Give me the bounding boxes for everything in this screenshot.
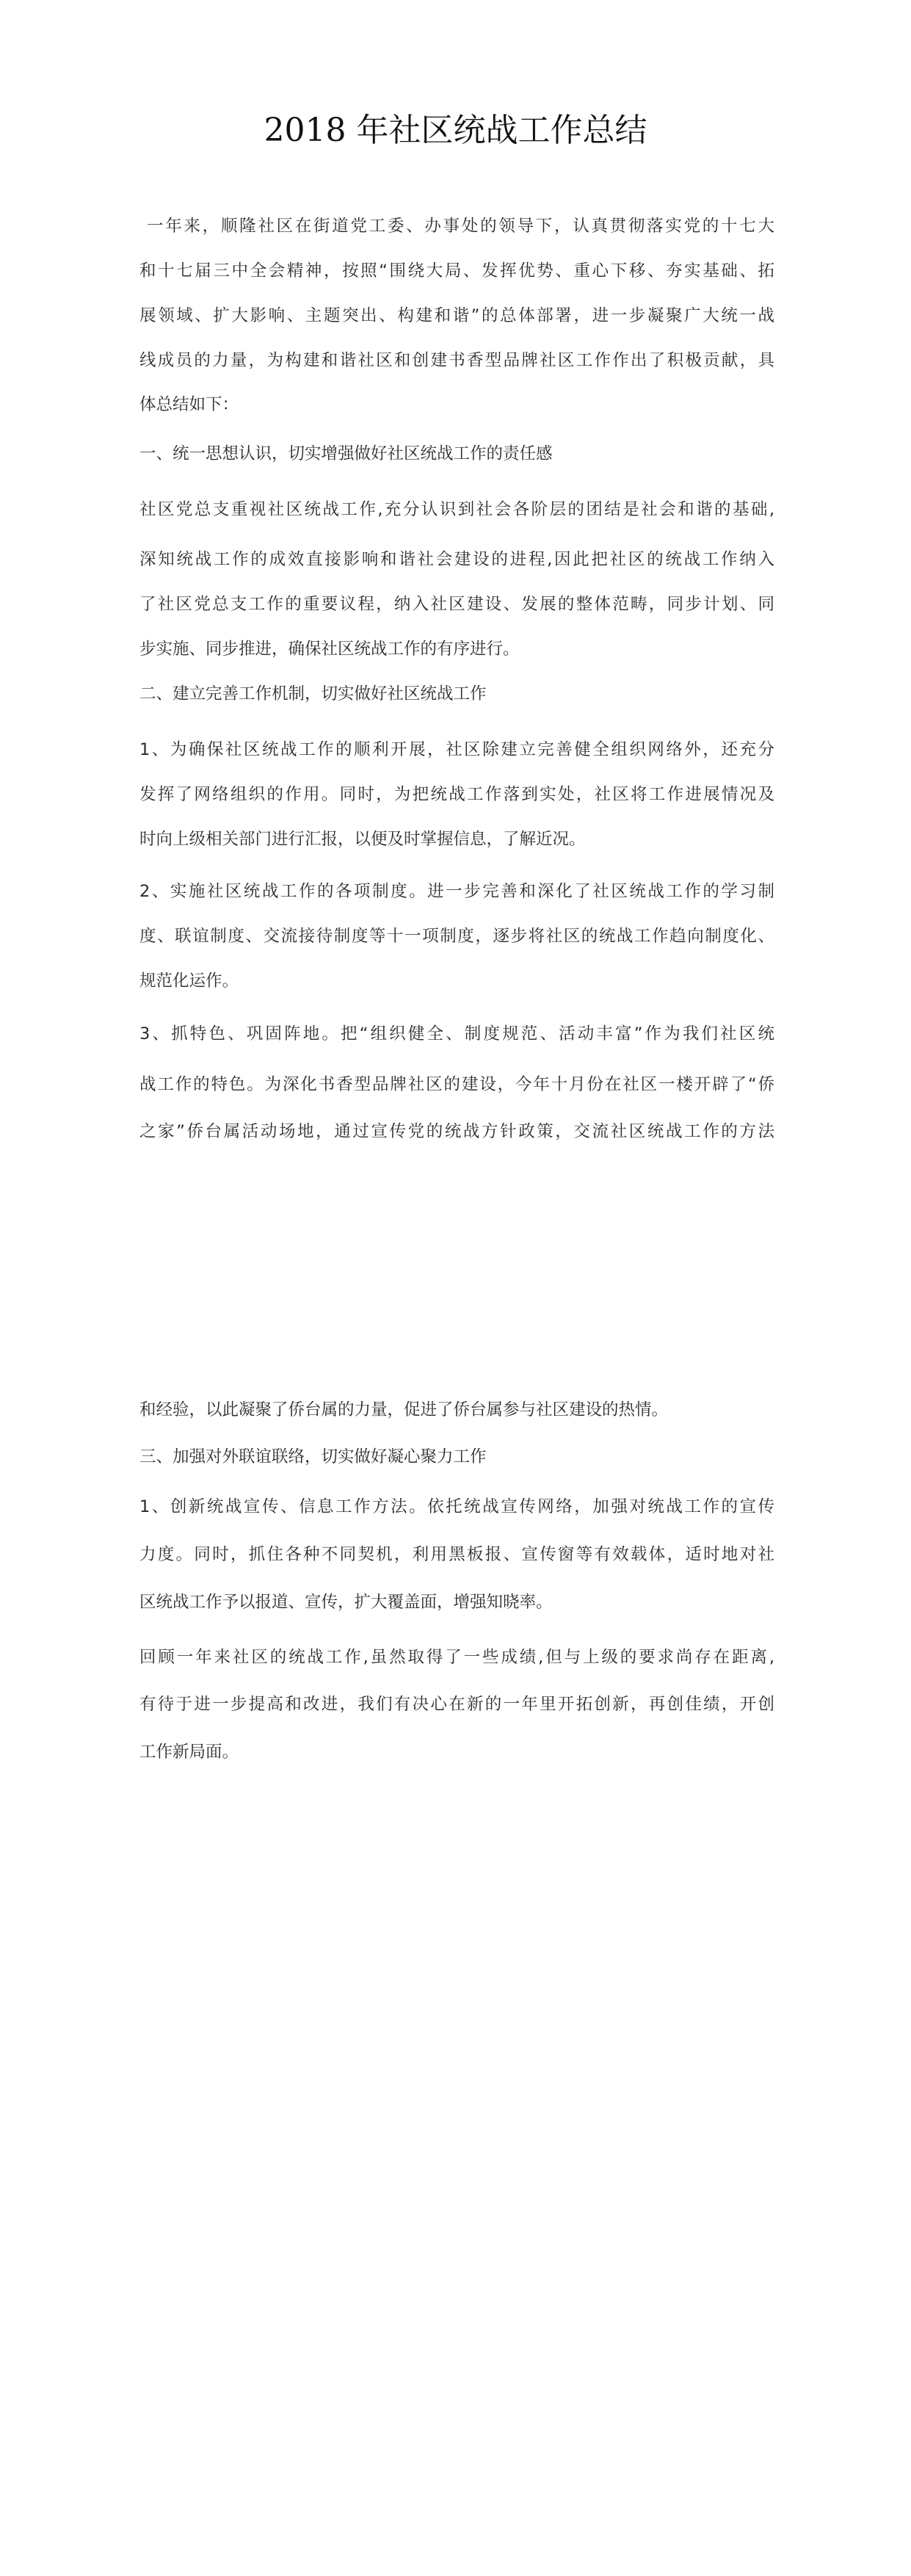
paragraph-line: 一年来，顺隆社区在街道党工委、办事处的领导下，认真贯彻落实党的十七大 [147,217,774,236]
paragraph-line: 力度。同时，抓住各种不同契机，利用黑板报、宣传窗等有效载体，适时地对社 [139,1545,774,1564]
paragraph-line: 之家”侨台属活动场地，通过宣传党的统战方针政策，交流社区统战工作的方法 [139,1122,774,1141]
paragraph-line: 3、抓特色、巩固阵地。把“组织健全、制度规范、活动丰富”作为我们社区统 [139,1024,774,1043]
paragraph-line: 和经验，以此凝聚了侨台属的力量，促进了侨台属参与社区建设的热情。 [139,1400,669,1419]
paragraph-line: 步实施、同步推进，确保社区统战工作的有序进行。 [139,640,520,659]
paragraph-line: 度、联谊制度、交流接待制度等十一项制度，逐步将社区的统战工作趋向制度化、 [139,927,774,946]
section-heading: 一、统一思想认识，切实增强做好社区统战工作的责任感 [139,444,553,463]
paragraph-line: 体总结如下： [139,395,239,414]
paragraph-line: 有待于进一步提高和改进，我们有决心在新的一年里开拓创新，再创佳绩，开创 [139,1695,774,1714]
paragraph-line: 1、为确保社区统战工作的顺利开展，社区除建立完善健全组织网络外，还充分 [139,740,774,759]
paragraph-line: 规范化运作。 [139,972,239,991]
paragraph-line: 战工作的特色。为深化书香型品牌社区的建设，今年十月份在社区一楼开辟了“侨 [139,1075,774,1094]
paragraph-line: 和十七届三中全会精神，按照“围绕大局、发挥优势、重心下移、夯实基础、拓 [139,261,774,281]
paragraph-line: 深知统战工作的成效直接影响和谐社会建设的进程,因此把社区的统战工作纳入 [139,550,774,569]
paragraph-line: 工作新局面。 [139,1743,239,1762]
paragraph-line: 了社区党总支工作的重要议程，纳入社区建设、发展的整体范畴，同步计划、同 [139,595,774,614]
section-heading: 二、建立完善工作机制，切实做好社区统战工作 [139,684,487,703]
paragraph-line: 时向上级相关部门进行汇报，以便及时掌握信息，了解近况。 [139,830,586,849]
paragraph-line: 线成员的力量，为构建和谐社区和创建书香型品牌社区工作作出了积极贡献，具 [139,351,774,370]
paragraph-line: 区统战工作予以报道、宣传，扩大覆盖面，增强知晓率。 [139,1593,553,1612]
paragraph-line: 2、实施社区统战工作的各项制度。进一步完善和深化了社区统战工作的学习制 [139,882,774,901]
paragraph-line: 1、创新统战宣传、信息工作方法。依托统战宣传网络，加强对统战工作的宣传 [139,1497,774,1516]
paragraph-line: 发挥了网络组织的作用。同时，为把统战工作落到实处，社区将工作进展情况及 [139,785,774,804]
paragraph-line: 社区党总支重视社区统战工作,充分认识到社会各阶层的团结是社会和谐的基础, [139,500,774,519]
document-title: 2018 年社区统战工作总结 [264,112,647,149]
section-heading: 三、加强对外联谊联络，切实做好凝心聚力工作 [139,1447,487,1466]
paragraph-line: 回顾一年来社区的统战工作,虽然取得了一些成绩,但与上级的要求尚存在距离, [139,1648,774,1667]
paragraph-line: 展领域、扩大影响、主题突出、构建和谐”的总体部署，进一步凝聚广大统一战 [139,306,774,325]
